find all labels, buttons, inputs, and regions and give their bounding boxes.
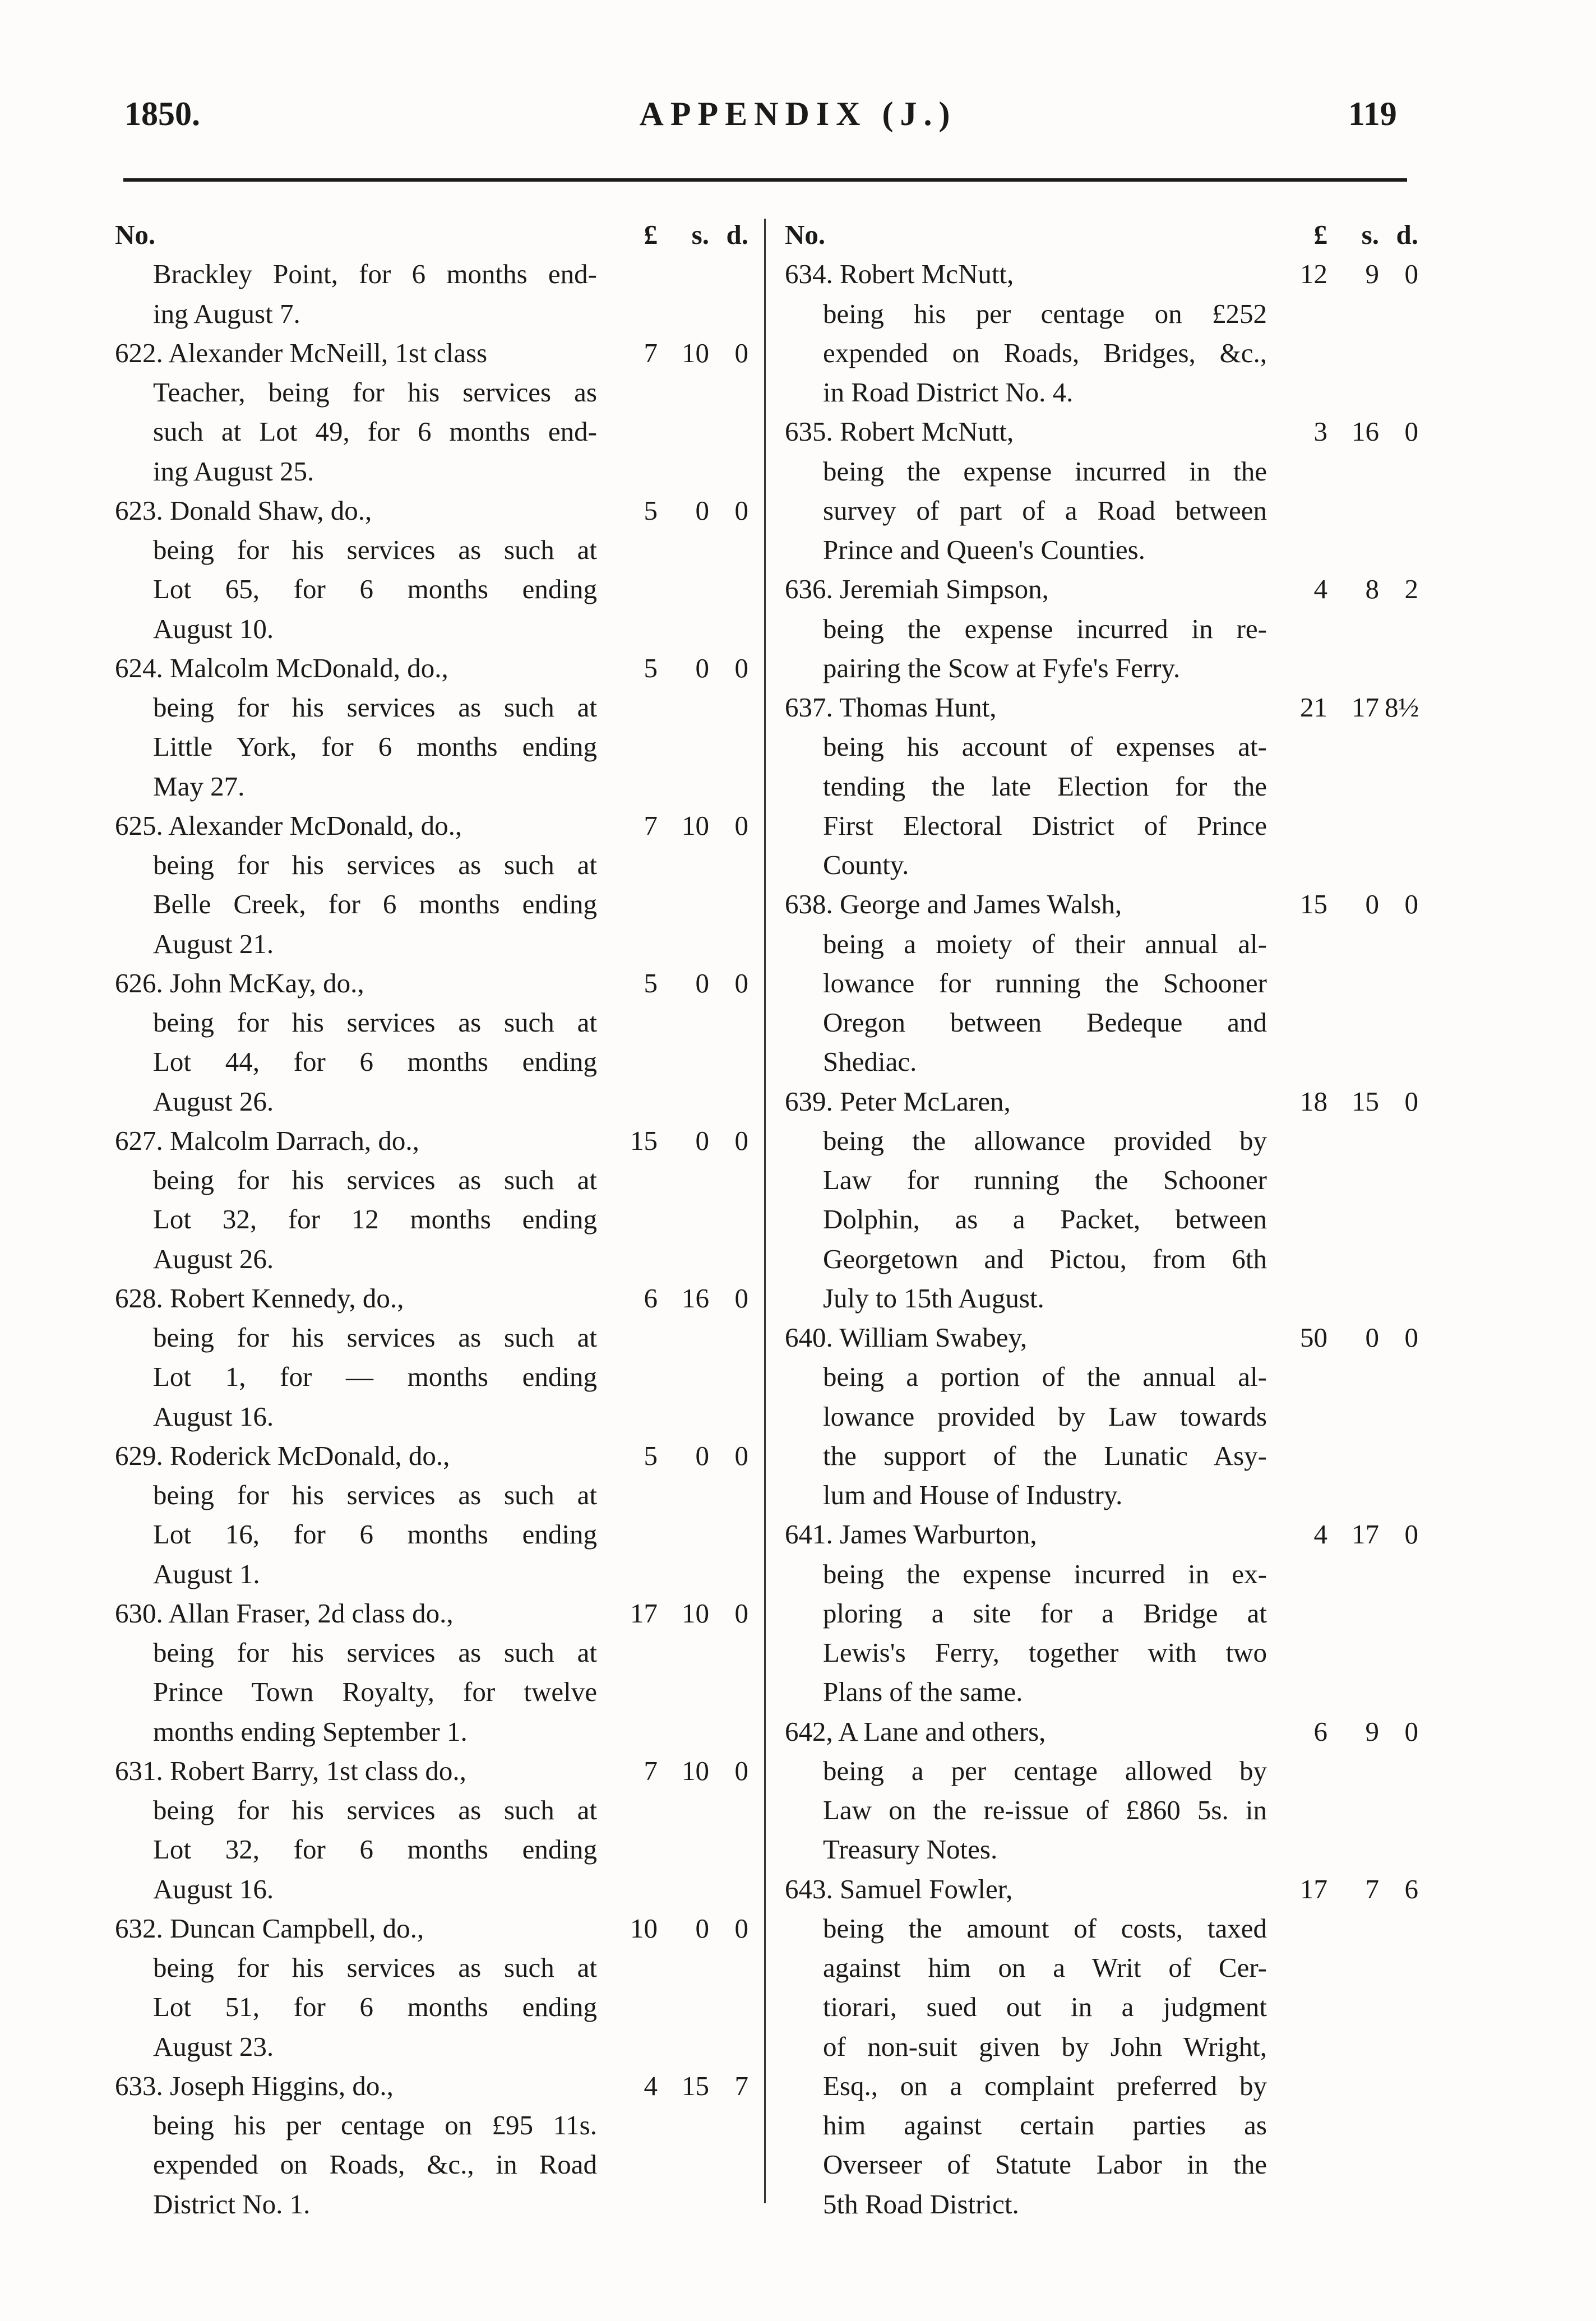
amount-shillings: 0	[695, 494, 709, 526]
entry-text: lowance for running the Schooner	[823, 967, 1267, 998]
entry-line	[115, 1555, 743, 1594]
column-divider	[764, 219, 766, 2203]
amount-shillings: 0	[695, 1912, 709, 1944]
entry-text: Prince and Queen's Counties.	[823, 534, 1145, 565]
entry-line	[115, 412, 743, 451]
entry-text: being the expense incurred in re-	[823, 613, 1267, 644]
entry-line	[115, 964, 748, 1003]
entry-line	[115, 727, 743, 766]
entry-text: lum and House of Industry.	[823, 1479, 1123, 1510]
entry-text: Georgetown and Pictou, from 6th	[823, 1243, 1267, 1274]
entry-title: 628. Robert Kennedy, do.,	[115, 1282, 404, 1314]
entry-title: 631. Robert Barry, 1st class do.,	[115, 1755, 466, 1786]
entry-line	[115, 2185, 743, 2224]
entry-line	[115, 688, 743, 727]
amount-pence: 0	[734, 1912, 748, 1944]
entry-line	[785, 412, 1418, 451]
entry-text: Lot 32, for 6 months ending	[153, 1834, 597, 1865]
entry-title: 636. Jeremiah Simpson,	[785, 574, 1049, 605]
amount-pence: 0	[734, 967, 748, 998]
amount-shillings: 9	[1365, 258, 1379, 290]
entry-line	[785, 1555, 1413, 1594]
entry-line	[785, 609, 1413, 649]
entry-text: being for his services as such at	[153, 1637, 597, 1668]
entry-title: 624. Malcolm McDonald, do.,	[115, 652, 448, 683]
entry-text: Treasury Notes.	[823, 1834, 998, 1865]
amount-pence: 0	[734, 1440, 748, 1471]
entry-text: being a per centage allowed by	[823, 1755, 1267, 1786]
amount-shillings: 10	[682, 810, 709, 841]
entry-line	[115, 1121, 748, 1160]
entry-text: August 16.	[153, 1400, 274, 1432]
heading-pounds: £	[1313, 219, 1327, 250]
entry-text: ploring a site for a Bridge at	[823, 1597, 1267, 1629]
entry-text: August 21.	[153, 928, 274, 959]
entry-line	[785, 1909, 1413, 1948]
entry-text: being a portion of the annual al-	[823, 1361, 1267, 1393]
entry-line	[785, 1200, 1413, 1239]
entry-line	[115, 530, 743, 570]
amount-pounds: 5	[644, 652, 658, 683]
entry-line	[115, 1240, 743, 1279]
amount-pence: 0	[734, 652, 748, 683]
entry-title: 639. Peter McLaren,	[785, 1085, 1011, 1117]
entry-text: being the amount of costs, taxed	[823, 1912, 1267, 1944]
entry-line	[115, 1594, 748, 1633]
entry-line	[115, 334, 748, 373]
amount-pounds: 50	[1300, 1322, 1327, 1353]
entry-line	[785, 1515, 1418, 1554]
entry-line	[785, 845, 1413, 885]
entry-line	[115, 1633, 743, 1672]
entry-title: 633. Joseph Higgins, do.,	[115, 2070, 394, 2101]
entry-line	[785, 688, 1419, 727]
amount-pence: 0	[734, 1125, 748, 1156]
entry-text: being for his services as such at	[153, 849, 597, 880]
entry-line	[785, 294, 1413, 334]
entry-line	[785, 255, 1418, 294]
column-heading	[785, 215, 1418, 255]
amount-pounds: 21	[1300, 692, 1327, 723]
entry-line	[785, 1712, 1418, 1751]
entry-line	[785, 1397, 1413, 1436]
entry-line	[785, 2106, 1413, 2145]
amount-pence: 0	[1404, 416, 1418, 447]
entry-text: in Road District No. 4.	[823, 377, 1074, 408]
amount-shillings: 17	[1352, 1519, 1379, 1550]
entry-line	[115, 1751, 748, 1791]
entry-text: August 1.	[153, 1558, 260, 1589]
amount-pence: 6	[1404, 1873, 1418, 1904]
amount-shillings: 16	[682, 1282, 709, 1314]
entry-line	[115, 1515, 743, 1554]
amount-pounds: 4	[1313, 1519, 1327, 1550]
entry-text: being his account of expenses at-	[823, 731, 1267, 762]
entry-text: expended on Roads, Bridges, &c.,	[823, 337, 1267, 368]
entry-line	[785, 2185, 1413, 2224]
entry-line	[115, 1160, 743, 1200]
entry-text: being his per centage on £95 11s.	[153, 2110, 597, 2140]
amount-pounds: 3	[1313, 416, 1327, 447]
entry-text: Lot 65, for 6 months ending	[153, 574, 597, 605]
entry-text: Lot 51, for 6 months ending	[153, 1991, 597, 2023]
entry-line	[115, 294, 743, 334]
entry-text: May 27.	[153, 770, 245, 802]
entry-text: Plans of the same.	[823, 1676, 1023, 1708]
amount-pence: 0	[1404, 1716, 1418, 1747]
entry-line	[115, 1476, 743, 1515]
column-heading	[115, 215, 748, 255]
entry-line	[115, 806, 748, 845]
entry-title: 626. John McKay, do.,	[115, 967, 364, 998]
entry-line	[115, 2027, 743, 2066]
entry-line	[785, 1633, 1413, 1672]
entry-line	[785, 885, 1418, 924]
amount-shillings: 0	[1365, 1322, 1379, 1353]
entry-line	[785, 452, 1413, 491]
entry-text: 5th Road District.	[823, 2188, 1019, 2220]
heading-shillings: s.	[1361, 219, 1379, 250]
amount-shillings: 10	[682, 1597, 709, 1629]
entry-line	[115, 885, 743, 924]
amount-shillings: 10	[682, 1755, 709, 1786]
amount-shillings: 7	[1365, 1873, 1379, 1904]
entry-text: pairing the Scow at Fyfe's Ferry.	[823, 652, 1181, 683]
entry-line	[115, 767, 743, 806]
entry-line	[785, 1121, 1413, 1160]
entry-line	[115, 1909, 748, 1948]
entry-text: being for his services as such at	[153, 1007, 597, 1038]
entry-text: ing August 25.	[153, 455, 314, 487]
entry-line	[785, 649, 1413, 688]
entry-line	[115, 1436, 748, 1476]
entry-line	[115, 1200, 743, 1239]
amount-shillings: 10	[682, 337, 709, 368]
entry-line	[785, 1436, 1413, 1476]
entry-line	[785, 1870, 1418, 1909]
entry-text: Lot 1, for — months ending	[153, 1361, 597, 1393]
entry-line	[115, 255, 743, 294]
entry-line	[785, 1042, 1413, 1081]
entry-text: being for his services as such at	[153, 534, 597, 565]
page-title: APPENDIX (J.)	[639, 95, 957, 132]
entry-line	[785, 1751, 1413, 1791]
entry-title: 643. Samuel Fowler,	[785, 1873, 1013, 1904]
amount-shillings: 8	[1365, 574, 1379, 605]
entry-text: Law on the re-issue of £860 5s. in	[823, 1795, 1267, 1825]
entry-text: August 16.	[153, 1873, 274, 1904]
entry-text: of non-suit given by John Wright,	[823, 2031, 1267, 2062]
entry-text: August 26.	[153, 1085, 274, 1117]
entry-text: being for his services as such at	[153, 1479, 597, 1510]
entry-line	[785, 964, 1413, 1003]
amount-pence: 8½	[1385, 692, 1419, 723]
amount-shillings: 16	[1352, 416, 1379, 447]
entry-text: Overseer of Statute Labor in the	[823, 2149, 1267, 2180]
amount-shillings: 0	[695, 1125, 709, 1156]
amount-pounds: 4	[644, 2070, 658, 2101]
amount-pounds: 7	[644, 337, 658, 368]
left-column	[115, 215, 748, 2224]
entry-text: Oregon between Bedeque and	[823, 1007, 1267, 1038]
entry-line	[115, 570, 743, 609]
amount-pounds: 17	[1300, 1873, 1327, 1904]
amount-pounds: 18	[1300, 1085, 1327, 1117]
heading-pence: d.	[1396, 219, 1418, 250]
entry-line	[785, 727, 1413, 766]
entry-text: District No. 1.	[153, 2188, 311, 2220]
entry-line	[115, 2106, 743, 2145]
entry-text: being for his services as such at	[153, 1952, 597, 1983]
entry-text: tiorari, sued out in a judgment	[823, 1991, 1267, 2023]
entry-title: 635. Robert McNutt,	[785, 416, 1014, 447]
heading-number: No.	[115, 219, 156, 250]
amount-pence: 0	[734, 1282, 748, 1314]
entry-line	[785, 1672, 1413, 1712]
right-column	[785, 215, 1419, 2224]
entry-line	[785, 1476, 1413, 1515]
amount-pence: 0	[1404, 1322, 1418, 1353]
amount-pence: 2	[1404, 574, 1418, 605]
amount-pounds: 7	[644, 1755, 658, 1786]
entry-text: Shediac.	[823, 1046, 917, 1078]
amount-shillings: 17	[1352, 692, 1379, 723]
amount-pence: 0	[1404, 1085, 1418, 1117]
amount-pence: 0	[1404, 889, 1418, 920]
amount-shillings: 0	[695, 652, 709, 683]
entry-line	[115, 1003, 743, 1042]
entry-line	[115, 2066, 748, 2106]
amount-pence: 0	[734, 337, 748, 368]
entry-line	[785, 334, 1413, 373]
entry-line	[115, 1712, 743, 1751]
heading-pounds: £	[644, 219, 658, 250]
amount-pounds: 17	[630, 1597, 658, 1629]
entry-line	[785, 1160, 1413, 1200]
entry-line	[785, 924, 1413, 964]
entry-line	[115, 1791, 743, 1830]
heading-number: No.	[785, 219, 826, 250]
amount-pounds: 5	[644, 494, 658, 526]
entry-text: Brackley Point, for 6 months end-	[153, 258, 597, 290]
entry-title: 637. Thomas Hunt,	[785, 692, 997, 723]
page-number: 119	[1348, 95, 1397, 132]
entry-text: Little York, for 6 months ending	[153, 731, 597, 762]
entry-title: 622. Alexander McNeill, 1st class	[115, 337, 488, 368]
header-rule	[123, 178, 1407, 182]
entry-line	[785, 1594, 1413, 1633]
entry-text: Lot 32, for 12 months ending	[153, 1204, 597, 1235]
amount-pounds: 15	[1300, 889, 1327, 920]
amount-shillings: 15	[682, 2070, 709, 2101]
entry-line	[785, 530, 1413, 570]
entry-text: survey of part of a Road between	[823, 494, 1267, 526]
entry-line	[115, 1870, 743, 1909]
entry-title: 625. Alexander McDonald, do.,	[115, 810, 462, 841]
amount-pounds: 10	[630, 1912, 658, 1944]
entry-line	[785, 1948, 1413, 1987]
entry-line	[785, 1987, 1413, 2027]
entry-line	[785, 373, 1413, 412]
entry-text: being the expense incurred in ex-	[823, 1558, 1267, 1589]
entry-line	[785, 2027, 1413, 2066]
amount-pence: 0	[734, 1755, 748, 1786]
entry-line	[785, 2145, 1413, 2184]
entry-line	[115, 2145, 743, 2184]
entry-line	[785, 1830, 1413, 1869]
entry-title: 632. Duncan Campbell, do.,	[115, 1912, 424, 1944]
entry-title: 641. James Warburton,	[785, 1519, 1037, 1550]
entry-text: Law for running the Schooner	[823, 1164, 1267, 1195]
entry-line	[115, 1042, 743, 1081]
heading-shillings: s.	[691, 219, 709, 250]
entry-text: August 26.	[153, 1243, 274, 1274]
amount-pence: 0	[734, 1597, 748, 1629]
amount-pence: 0	[734, 494, 748, 526]
entry-line	[785, 1082, 1418, 1121]
entry-title: 634. Robert McNutt,	[785, 258, 1014, 290]
amount-pounds: 5	[644, 967, 658, 998]
entry-text: such at Lot 49, for 6 months end-	[153, 416, 597, 447]
entry-line	[115, 609, 743, 649]
amount-pence: 0	[1404, 258, 1418, 290]
amount-pounds: 7	[644, 810, 658, 841]
entry-text: the support of the Lunatic Asy-	[823, 1440, 1267, 1471]
entry-text: August 10.	[153, 613, 274, 644]
entry-text: being for his services as such at	[153, 1164, 597, 1195]
entry-text: lowance provided by Law towards	[823, 1400, 1267, 1432]
entry-text: July to 15th August.	[823, 1282, 1044, 1314]
entry-line	[115, 649, 748, 688]
entry-line	[115, 1948, 743, 1987]
entry-line	[785, 491, 1413, 530]
entry-text: Lot 16, for 6 months ending	[153, 1519, 597, 1550]
amount-shillings: 0	[1365, 889, 1379, 920]
entry-line	[785, 767, 1413, 806]
amount-pounds: 4	[1313, 574, 1327, 605]
entry-text: being for his services as such at	[153, 692, 597, 723]
entry-line	[785, 1279, 1413, 1318]
entry-text: him against certain parties as	[823, 2110, 1267, 2140]
amount-shillings: 0	[695, 1440, 709, 1471]
entry-title: 630. Allan Fraser, 2d class do.,	[115, 1597, 454, 1629]
entry-text: Prince Town Royalty, for twelve	[153, 1676, 597, 1708]
heading-pence: d.	[726, 219, 748, 250]
amount-pence: 0	[734, 810, 748, 841]
entry-title: 629. Roderick McDonald, do.,	[115, 1440, 450, 1471]
entry-line	[785, 1318, 1418, 1357]
entry-text: Lot 44, for 6 months ending	[153, 1046, 597, 1078]
entry-line	[115, 1672, 743, 1712]
amount-pounds: 15	[630, 1125, 658, 1156]
entry-line	[785, 806, 1413, 845]
amount-shillings: 0	[695, 967, 709, 998]
entry-title: 623. Donald Shaw, do.,	[115, 494, 372, 526]
entry-title: 627. Malcolm Darrach, do.,	[115, 1125, 419, 1156]
entry-title: 638. George and James Walsh,	[785, 889, 1122, 920]
page-year: 1850.	[124, 95, 200, 132]
amount-shillings: 15	[1352, 1085, 1379, 1117]
entry-line	[785, 1357, 1413, 1397]
entry-line	[115, 1318, 743, 1357]
entry-line	[115, 491, 748, 530]
entry-text: Belle Creek, for 6 months ending	[153, 889, 597, 920]
amount-pence: 7	[734, 2070, 748, 2101]
entry-text: months ending September 1.	[153, 1716, 468, 1747]
entry-line	[785, 2066, 1413, 2106]
entry-text: Lewis's Ferry, together with two	[823, 1637, 1267, 1668]
entry-title: 642, A Lane and others,	[785, 1716, 1046, 1747]
entry-text: expended on Roads, &c., in Road	[153, 2149, 597, 2180]
amount-pounds: 6	[1313, 1716, 1327, 1747]
entry-line	[115, 924, 743, 964]
entry-title: 640. William Swabey,	[785, 1322, 1028, 1353]
entry-line	[785, 570, 1418, 609]
entry-text: being a moiety of their annual al-	[823, 928, 1267, 959]
entry-text: against him on a Writ of Cer-	[823, 1952, 1267, 1983]
entry-line	[115, 452, 743, 491]
entry-line	[785, 1240, 1413, 1279]
entry-text: August 23.	[153, 2031, 274, 2062]
entry-line	[115, 1397, 743, 1436]
entry-text: Teacher, being for his services as	[153, 377, 597, 408]
entry-line	[785, 1791, 1413, 1830]
entry-text: Dolphin, as a Packet, between	[823, 1204, 1267, 1235]
entry-line	[115, 1830, 743, 1869]
amount-pence: 0	[1404, 1519, 1418, 1550]
amount-pounds: 5	[644, 1440, 658, 1471]
entry-line	[115, 1279, 748, 1318]
entry-text: Esq., on a complaint preferred by	[823, 2070, 1267, 2101]
amount-pounds: 6	[644, 1282, 658, 1314]
entry-line	[115, 1357, 743, 1397]
entry-text: ing August 7.	[153, 298, 300, 329]
entry-text: County.	[823, 849, 909, 880]
entry-text: being the expense incurred in the	[823, 455, 1267, 487]
entry-line	[115, 1987, 743, 2027]
amount-shillings: 9	[1365, 1716, 1379, 1747]
entry-text: being the allowance provided by	[823, 1125, 1267, 1156]
entry-text: being for his services as such at	[153, 1322, 597, 1353]
entry-line	[115, 373, 743, 412]
amount-pounds: 12	[1300, 258, 1327, 290]
entry-text: being his per centage on £252	[823, 298, 1267, 329]
entry-line	[785, 1003, 1413, 1042]
entry-text: First Electoral District of Prince	[823, 810, 1267, 841]
entry-text: being for his services as such at	[153, 1795, 597, 1825]
entry-line	[115, 1082, 743, 1121]
entry-text: tending the late Election for the	[823, 770, 1267, 802]
entry-line	[115, 845, 743, 885]
